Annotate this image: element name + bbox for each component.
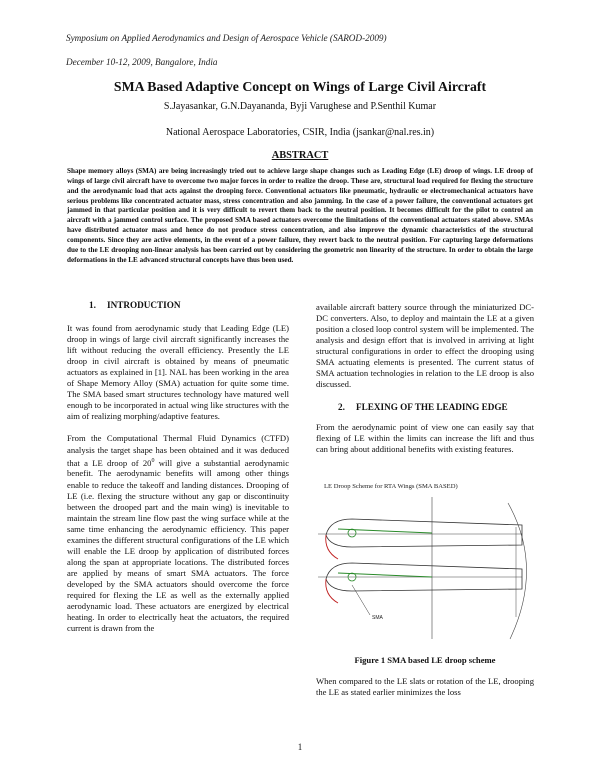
figure-1 (312, 467, 534, 647)
abstract-text: Shape memory alloys (SMA) are being increasingly tried out to achieve large shape changes such as Leading Edge (LE) droop of wings. LE droop of wings of large civil aircraft have to overcome two major forces in order to realize the droop. These are, structural load required for flexing the structure and the aerodynamic load that acts against the drooping force. Conventional actuators like pneumatic, hydraulic or electromechanical actuators have serious problems like concentrated actuator mass, stress concentration and also jamming. In the case of a power failure, the conventional actuators get jammed in that particular position and it is very difficult to revert them back to the neutral position. It becomes difficult for the pilot to control an aircraft with a jammed control surface. The proposed SMA based actuators overcome the limitations of the conventional actuators stated above. SMAs have distributed actuator mass and hence do not produce stress concentration, and also improve the dynamic characteristics of the structural components. Since they are active elements, in the event of a power failure, they revert back to the neutral position. For capturing large deformations due to the LE drooping non-linear analysis has been carried out by considering the geometric non linearity of the structure. In order to obtain the large deformations in the LE advanced structural concepts have thus been used. (67, 167, 533, 264)
section-heading-flexing (316, 401, 534, 413)
actuator-pin (348, 529, 356, 537)
page-number: 1 (297, 742, 303, 752)
intro-paragraph-1: It was found from aerodynamic study that Leading Edge (LE) droop in wings of large civil aircraft significantly increases the lift without reducing the overall efficiency. Presently the LE droop in civil aircraft is obtained by means of pneumatic actuators as explained in [1]. NAL has been working in the area of Shape Memory Alloy (SMA) actuation for quite some time. The SMA based smart structures technology have matured well enough to be incorporated in actual wing like structures with the aim of realizing morphing/adaptive features. (67, 323, 289, 422)
figure-caption: Figure 1 SMA based LE droop scheme (354, 654, 496, 665)
paper-title: SMA Based Adaptive Concept on Wings of Large Civil Aircraft (113, 79, 487, 94)
sma-wire-lower (338, 573, 432, 577)
author-list: S.Jayasankar, G.N.Dayananda, Byji Varughese and P.Senthil Kumar (163, 101, 437, 112)
flexing-paragraph-1: From the aerodynamic point of view one can easily say that flexing of LE within the limits can increase the lift and thus can bring about additional benefits with existing features. (316, 422, 534, 455)
conference-date: December 10-12, 2009, Bangalore, India (66, 57, 218, 67)
figure-inner-title: LE Droop Scheme for RTA Wings (SMA BASED) (324, 482, 458, 490)
affiliation: National Aerospace Laboratories, CSIR, India (jsankar@nal.res.in) (165, 127, 435, 138)
conference-header: Symposium on Applied Aerodynamics and Design of Aerospace Vehicle (SAROD-2009) (66, 33, 387, 43)
flexing-paragraph-2: When compared to the LE slats or rotation of the LE, drooping the LE as stated earlier minimizes the loss (316, 675, 534, 697)
sma-label: SMA (372, 614, 383, 621)
right-column (316, 302, 534, 709)
section-number: 1. (89, 300, 96, 310)
le-droop-scheme-diagram (312, 467, 534, 647)
left-column (67, 296, 289, 645)
section-title: INTRODUCTION (107, 300, 181, 310)
wing-tip-outline (508, 503, 527, 639)
intro-paragraph-3: available aircraft battery source through the miniaturized DC-DC converters. Also, to deploy and maintain the LE at a given position a closed loop control system will be implemented. The analysis and design effort that is involved in arriving at light structural configurations in order to effect the drooping using SMA actuating elements is presented. The current status of SMA actuation technologies in relation to the LE droop is also discussed. (316, 302, 534, 390)
degree-superscript: 0 (151, 457, 155, 464)
section-title: FLEXING OF THE LEADING EDGE (356, 402, 508, 413)
section-heading-introduction (67, 300, 289, 311)
label-pointer (352, 585, 370, 615)
intro-paragraph-2: From the Computational Thermal Fluid Dynamics (CTFD) analysis the target shape has been obtained and it was deduced that a LE droop of $20^0$ will give a substantial aerodynamic benefit. The aerodynamic benefits will among other things enable to reduce the takeoff and landing distances. Drooping of LE (i.e. flexing the structure without any gap or discontinuity between the drooped part and the main wing) is inevitable to maintain the stream line flow past the wing surface while at the same time enhancing the aerodynamic efficiency. This paper examines the different structural configurations of the LE which will enable the LE droop by application of distributed forces along the span at appropriate locations. The distributed forces are applied by means of smart SMA actuators. The force developed by the SMA actuators should overcome the force required for flexing the LE as well as the externally applied aerodynamic load. These actuators are energized by electrical heating. In order to electrically heat the actuators, the required current is drawn from the (67, 433, 290, 634)
abstract-heading: ABSTRACT (271, 150, 329, 161)
sma-wire-upper (338, 529, 432, 533)
section-number: 2. (338, 402, 345, 413)
